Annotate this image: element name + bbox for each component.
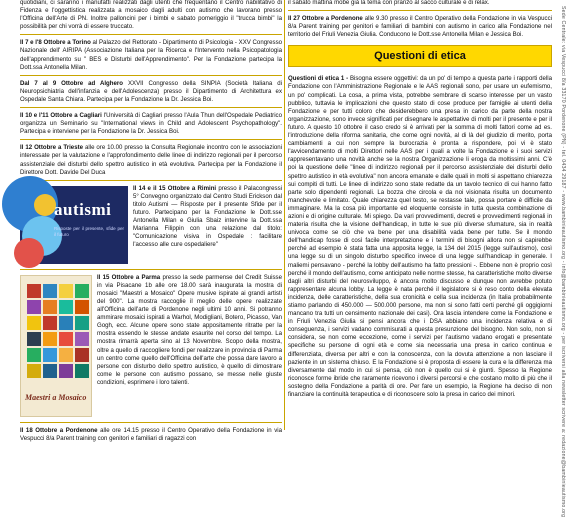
- event-text: l'Università di Cagliari presso l'Aula Thun dell'Ospedale Pediatrico organizza un Seminario su "International views in Child and Adolescent Psychopathology". Partecipa e interviene per la Fondazione la Dr. Jessica Boi.: [20, 112, 282, 136]
- event-alghero: [20, 80, 282, 104]
- event-pordenone-18: [20, 427, 282, 443]
- event-date: Il 12 Ottobre a Trieste: [20, 144, 84, 152]
- article-text: Bisogna essere oggettivi: da un po' di tempo a questa parte i rapporti della Fondazione con l'Amministrazione Regionale e le AAS regionali sono, per usare un eufemismo, un po' complicati. La cosa, a prima vista, potrebbe sembrare di scarso interesse per un vasto pubblico, tuttavia le implicazioni che questo stato di cose produce per famiglie ai utenti della Fondazione e per tutti coloro che desiderebbero una presa in carico da parte della nostra organizzazione, sono invece significati per disegnare le aspettative di molti per il presente e per il futuro. A questo 10 ottobre il caso credo si è arrivati per la somma di molti fattori come ad es. l'introduzione della riforma sanitaria, che come ogni novità, al di là del giudizio di merito, porta cambiamenti a cui non sempre la burocrazia è pronta a rispondere, poi vi è stato l'avvicendamento di molti Direttori nelle AAS per i quali a volte la Fondazione e i suoi servizi rappresentavano una novità anche se la nostra Organizzazione li eroga da moltissimi anni. C'è poi la questione delle "linee di indirizzo regionali per il percorso assistenziale dei disturbi dello spettro autistico in età evolutiva" non ancora emanate e dalle quali in molti si aspettano chiarezza sui compiti di tutti. Le linee di indirizzo sono state redatte da un tavolo tecnico di cui hanno fatto parte solo dipendenti regionali. La bozza che circola e da noi visionata risulta un documento manchevole e limitato. Quale chiarezza quel testo, se restasse tale, possa portare è difficile da immaginare. Ma la cosa più importante ed eloquente consiste in tutta questa combinazione di azioni e di origine culturale. Mi spiego. Da vari provvedimenti, decreti e provvedimenti regionali in materia risulta che la visione dell'handicap, in tutte le sue più diverse sfumature, sia in realtà univoca come se ciò che va bene per una disabilità vada bene per tutte. Se il mondo dell'handicap fosse di così facile interpretazione e i termini di bisogni allora non si capirebbe perché ad esempio è stata fatta una apposita legge, la 134 del 2015 (legge sull'autismo), così una legge su di un singolo disturbo specifico invece di una legge sull'handicap in generale. I maliemi pensavano - perché la lobby dell'autismo ha fatto pressioni -. Ebbene non è proprio così perché il mondo dell'autismo, come anticipato nelle norme stesse, ha caratteristiche molto diverse dagli altri disturbi del neurosviluppo, è ancora molto discusso e dunque non avrebbe potuto rappresentare alcuna lobby. La legge è nata perché il legislatore si è reso conto della elevata incidenza, delle caratteristiche, della sua cronicità e cella sua incidenza (in Italia probabilmente stiamo parlando di 450.000 — 500.000 persone, ma non si sono fatti certi perché gli oggigiorni mancano tra tutti un censimento nazionale dei casi). Ora lascia intendere come la Fondazione e in Friuli Venezia Giulia si pensi ancora che i DSA abbiano una incidenza relativa e di conseguenza, i servizi vadano commisurati a questa presunzione del bisogno. Non solo, non si considera, se non come eccezione, come i servizi per l'autismo vadano erogati e presentate specifiche su persone di ogni età e come sia necessaria una presa in carico continua e differenziata, diversa per altri e con la conoscenza, con la dovuta attenzione a non lasciare il paziente in un sistema chiuso. E la Fondazione si è proposta di essere la cura e la differenza ma diversamente dal modo in cui si pensa, ciò non è quello cui si è giunti. Spesso la Regione riconosce forme ibride che raramente ricevono i diversi percorsi e che costano molto di più che il sostegno della Fondazione a parità di ore. Per fare un esempio, la Regione ha deciso di non finanziare la continuità terapeutica e di riconoscere solo la presa in carico dei minori.: [288, 75, 552, 399]
- divider: [20, 180, 282, 181]
- mosaic-poster-image: [20, 275, 92, 417]
- event-pordenone-27: [288, 15, 552, 39]
- event-trieste: [20, 144, 282, 176]
- divider: [20, 34, 282, 35]
- divider: [20, 107, 282, 108]
- event-text: alle 9.30 presso il Centro Operativo della Fondazione in via Vespucci 8/a Parent training per genitori e familiari di bambini con autismo in carico alla Fondazione nel territorio del Friuli Venezia Giulia. Conducono le Dott.sse Antonella Milan e Jessica Boi.: [288, 15, 552, 39]
- event-text: presso il Palacongressi 5° Convegno organizzato dal Centro Studi Erickson dal titolo Autismi — Risposte per il presente Sfide per il futuro. Partecipano per la Fondazione le Dott.sse Antonella Milan e Giulia Sbaiz intervine la Dott.ssa Marianna Filippin con una relazione dal titolo: "Comunicazione visiva in Ospedale : facilitare l'accesso alle cure ospedaliere": [133, 184, 282, 249]
- left-column: [20, 0, 282, 443]
- intro-paragraph: quotidiani, ci saranno i manufatti realizzati dagli utenti che frequentano il Centro riabilitativo di Fidenza e l'oggettistica realizzata a mosaico dagli adulti con autismo che lavorano presso l'Officina dell'Arte di PN. Inoltre palloncini per i bimbi e sabato pomeriggio il "trucca bimbi" la possibilità per chi vorrà di essere truccato.: [20, 0, 282, 31]
- event-date: Il 10 e l'11 Ottobre a Cagliari: [20, 112, 102, 120]
- event-rimini: [20, 185, 282, 266]
- divider: [20, 75, 282, 76]
- poster-title: autismi: [54, 199, 112, 219]
- event-cagliari: [20, 112, 282, 136]
- event-date: Il 14 e il 15 Ottobre a Rimini: [133, 184, 217, 192]
- event-text: alle ore 14.15 presso il Centro Operativo della Fondazione in via Vespucci 8/a Parent training con genitori e familiari di ragazzi con: [20, 426, 282, 442]
- event-text: alle ore 10.00 presso la Consulta Regionale incontro con le associazioni interessate per la valutazione e l'approfondimento delle linee di indirizzo regionali per il percorso assistenziale dei disturbi dello spettro autistico in età evolutiva. Partecipa per la Fondazione il Direttore Dott. Davide Del Duca: [20, 144, 282, 176]
- event-text: presso la sede parmense del Credit Suisse in via Pisacane 1b alle ore 18.00 sarà inaugurata la mostra di mosaici "Maestri a Mosaico" Opere musive ispirate ai grandi artisti del 900". La mostra raccoglie il meglio delle opere realizzate all'Officina dell'arte di Pordenone negli ultimi 10 anni. Si potranno ammirare mosaici ispirati a Warhol, Modigliani, Botero, Picasso, Van Gogh, ecc. Alcune opere sono state appositamente ritratte per la mostra essendo le stesse andate esaurite nel corso del tempo. La mostra rimarrà aperta sino al 13 Novembre. Scopo della mostra, oltre a quello di raccogliere fondi per realizzare in provincia di Parma un centro come quello dell'Officina dell'arte che possa dare lavoro a persone con disturbo dello spettro autistico, è quello di dimostrare come le persone con autismo possano, se messe nelle giuste condizioni, esprimere i loro talenti.: [97, 273, 282, 386]
- autismi-poster-image: [20, 186, 128, 264]
- event-torino: [20, 39, 282, 71]
- event-date: Il 7 e l'8 Ottobre a Torino: [20, 39, 91, 47]
- event-date: Il 27 Ottobre a Pordenone: [288, 15, 363, 23]
- divider: [20, 269, 282, 270]
- poster-title: Maestri a Mosaico: [25, 392, 87, 402]
- right-column: [288, 0, 552, 399]
- divider: [288, 10, 552, 11]
- intro-paragraph: il sabato mattina mobe già la tema con pranzo al sacco culturale e di relax.: [288, 0, 490, 6]
- event-parma: [20, 274, 282, 419]
- event-text: al Palazzo del Rettorato - Dipartimento di Psicologia - XXV Congresso Nazionale dell' AIRIPA (Associazione Italiana per la Ricerca e l'Intervento nella Psicopatologia dell'apprendimento su " BES e Disturbi dell'Apprendimento". Per la Fondazione partecipa la Dott.ssa Antonella Milan.: [20, 39, 283, 71]
- divider: [20, 139, 282, 140]
- event-date: Il 18 Ottobre a Pordenone: [20, 426, 98, 434]
- divider: [20, 422, 282, 423]
- ethics-article: [288, 75, 552, 399]
- event-date: Il 15 Ottobre a Parma: [97, 273, 161, 281]
- column-divider: [284, 0, 285, 430]
- event-text: XXVII Congresso della SINPIA (Società Italiana di Neuropsichiatria dell'infanzia e dell'Adolescenza) presso il Dipartimento di Architettura ex Ospedale Santa Chiara. Partecipa per la Fondazione la Dr. Jessica Boi.: [20, 79, 282, 103]
- article-heading: Questioni di etica 1 -: [288, 75, 349, 83]
- poster-subtitle: Risposte per il presente, sfide per il futuro: [54, 225, 124, 237]
- section-title: Questioni di etica: [374, 50, 466, 63]
- section-header: [288, 45, 552, 67]
- event-date: Dal 7 al 9 Ottobre ad Alghero: [20, 79, 123, 87]
- side-footer-text: Sede Centrale: via Vespucci 8/a 33170 Pordenone (PN) - tel. 0434 29187 - www.bambinieautismo.org - info@bambinieautismo.org - per iscriversi alla newsletter scrivere a: redazione@bambinieautismo.org: [560, 6, 566, 517]
